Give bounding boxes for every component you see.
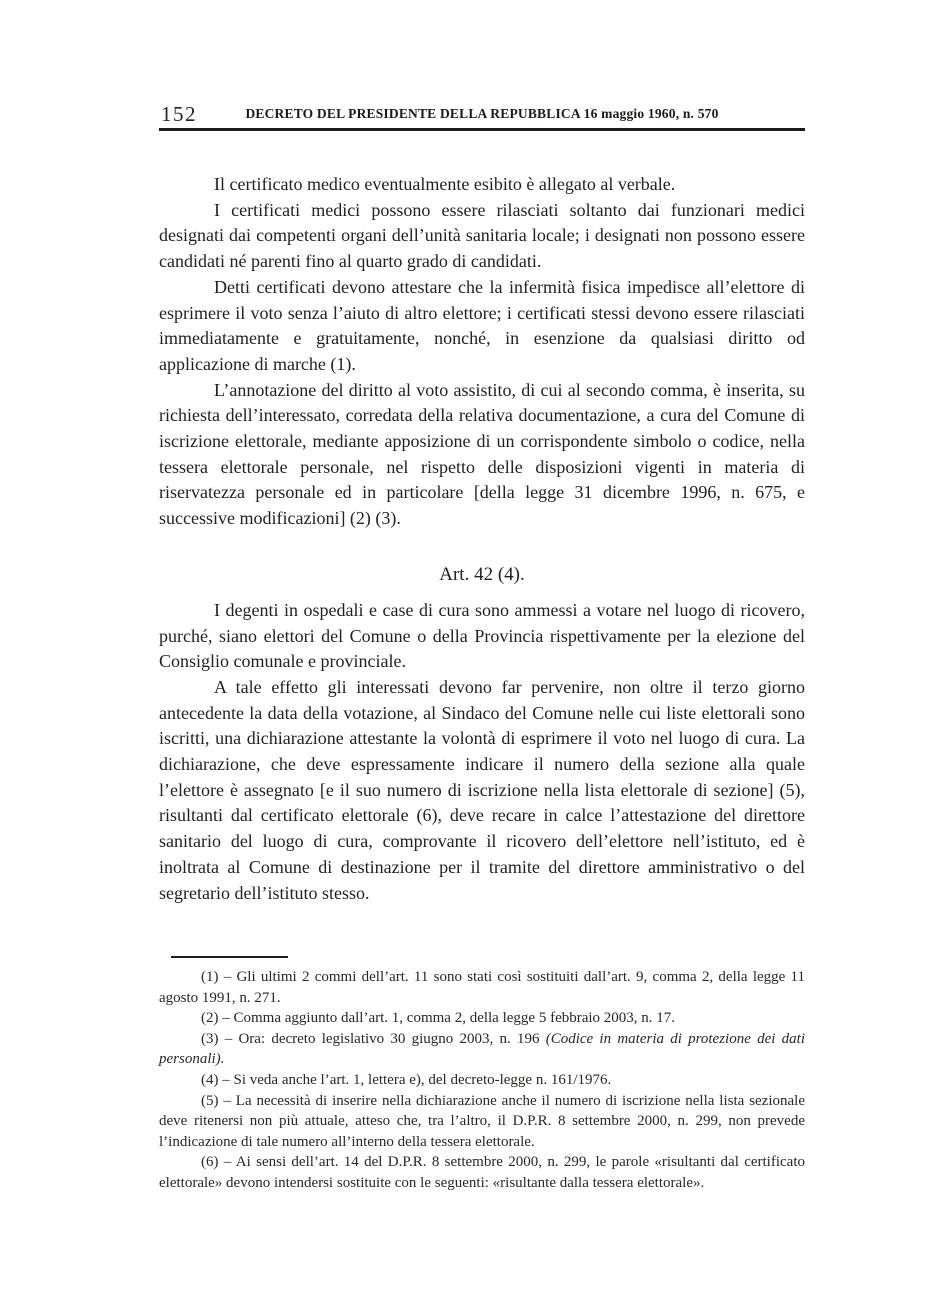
footnotes-section [159,956,805,1194]
article11-paragraph-3: Detti certificati devono attestare che la infermità fisica impedisce all’elettore di esprimere il voto senza l’aiuto di altro elettore; i certificati stessi devono essere rilasciati immediatamente e gratuitamente, nonché, in esenzione da qualsiasi diritto od applicazione di marche (1). [159,276,805,374]
header-rule [159,128,805,131]
footnote-1 [159,967,805,1008]
footnote-italic-text: (Codice in materia di protezione dei dati personali). [159,1030,805,1068]
article42-paragraph-1: I degenti in ospedali e case di cura sono ammessi a votare nel luogo di ricovero, purché, siano elettori del Comune o della Provincia rispettivamente per la elezione del Consiglio comunale e provinciale. [159,599,805,672]
page-number: 152 [161,102,197,126]
footnote-2 [159,1008,805,1029]
article11-paragraph-1: Il certificato medico eventualmente esibito è allegato al verbale. [214,174,676,194]
footnote-text: (2) – Comma aggiunto dall’art. 1, comma 2, della legge 5 febbraio 2003, n. 17. [201,1010,676,1027]
article42-paragraph-2: A tale effetto gli interessati devono far pervenire, non oltre il terzo giorno antecedente la data della votazione, al Sindaco del Comune nelle cui liste elettorali sono iscritti, una dichiarazione attestante la volontà di esprimere il voto nel luogo di cura. La dichiarazione, che deve espressamente indicare il numero della sezione alla quale l’elettore è assegnato [e il suo numero di iscrizione nella lista elettorale di sezione] (5), risultanti dal certificato elettorale (6), deve recare in calce l’attestazione del direttore sanitario del luogo di cura, comprovante il ricovero dell’elettore nell’istituto, ed è inoltrata al Comune di destinazione per il tramite del direttore amministrativo o del segretario dell’istituto stesso. [159,676,805,903]
footnote-5 [159,1091,805,1153]
page-header [159,98,805,127]
footnote-text: (4) – Si veda anche l’art. 1, lettera e), del decreto-legge n. 161/1976. [201,1071,612,1088]
article11-paragraph-4: L’annotazione del diritto al voto assistito, di cui al secondo comma, è inserita, su richiesta dell’interessato, corredata della relativa documentazione, a cura del Comune di iscrizione elettorale, mediante apposizione di un corrispondente simbolo o codice, nella tessera elettorale personale, nel rispetto delle disposizioni vigenti in materia di riservatezza personale ed in particolare [della legge 31 dicembre 1996, n. 675, e successive modificazioni] (2) (3). [159,379,805,529]
footnote-4 [159,1070,805,1091]
article-42-heading: Art. 42 (4). [439,563,525,585]
document-body [159,172,805,906]
footnote-text: (3) – Ora: decreto legislativo 30 giugno 2003, n. 196 [201,1030,546,1047]
footnote-text: (1) – Gli ultimi 2 commi dell’art. 11 sono stati così sostituiti dall’art. 9, comma 2, della legge 11 agosto 1991, n. 271. [159,969,805,1006]
footnote-text: (6) – Ai sensi dell’art. 14 del D.P.R. 8 settembre 2000, n. 299, le parole «risultanti dal certificato elettorale» devono intendersi sostituite con le seguenti: «risultante dalla tessera elettorale». [159,1154,805,1191]
article11-paragraph-2: I certificati medici possono essere rilasciati soltanto dai funzionari medici designati dai competenti organi dell’unità sanitaria locale; i designati non possono essere candidati né parenti fino al quarto grado di candidati. [159,199,805,272]
footnote-text: (5) – La necessità di inserire nella dichiarazione anche il numero di iscrizione nella lista sezionale deve ritenersi non più attuale, atteso che, tra l’altro, il D.P.R. 8 settembre 2000, n. 299, non prevede l’indicazione di tale numero all’interno della tessera elettorale. [159,1092,805,1150]
footnote-3 [159,1029,805,1070]
running-head: DECRETO DEL PRESIDENTE DELLA REPUBBLICA 16 maggio 1960, n. 570 [245,106,719,121]
footnote-6 [159,1152,805,1193]
footnote-rule [171,956,288,958]
